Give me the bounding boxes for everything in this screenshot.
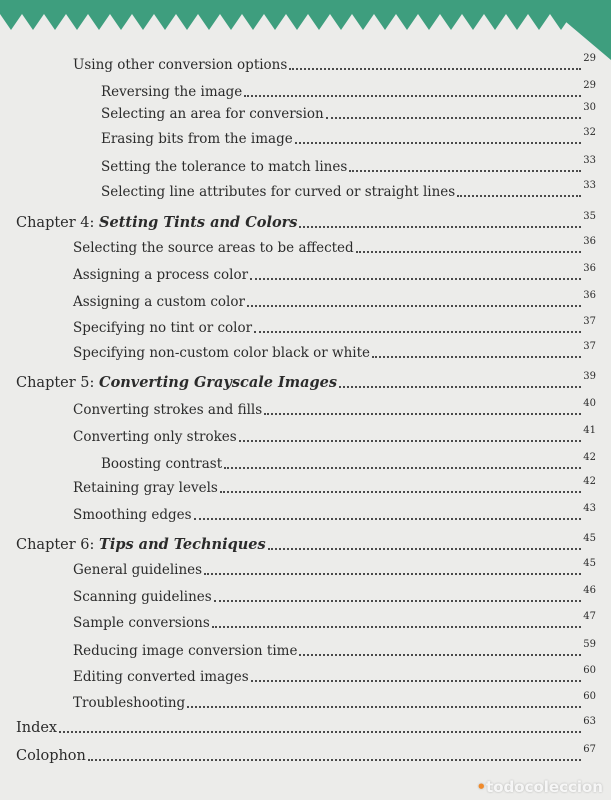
toc-section-entry — [73, 585, 596, 605]
page-number: 29 — [583, 53, 596, 64]
dot-leader — [214, 599, 582, 602]
toc-entry-label — [73, 240, 354, 256]
entry-title: Specifying no tint or color — [73, 320, 253, 336]
toc-section-entry — [101, 452, 596, 472]
watermark — [476, 778, 603, 796]
dot-leader — [457, 194, 581, 197]
page-number: 32 — [583, 127, 596, 138]
toc-entry-label — [73, 294, 245, 310]
toc-section-entry — [73, 263, 596, 283]
toc-section-entry — [73, 476, 596, 496]
toc-entry-label — [16, 720, 57, 736]
page-number: 60 — [583, 665, 596, 676]
page-number: 67 — [583, 744, 596, 755]
chapter-title: Setting Tints and Colors — [99, 214, 298, 231]
dot-leader — [372, 355, 581, 358]
entry-title: Troubleshooting — [73, 695, 186, 711]
toc-section-entry — [73, 558, 596, 578]
page-number: 47 — [583, 611, 596, 622]
dot-leader — [289, 67, 581, 70]
entry-title: Sample conversions — [73, 615, 210, 631]
entry-title: Erasing bits from the image — [101, 131, 293, 147]
entry-title: Selecting an area for conversion — [101, 106, 324, 122]
chapter-number: Chapter 4: — [16, 215, 100, 231]
page-number: 37 — [583, 316, 596, 327]
toc-entry-label — [73, 480, 218, 496]
toc-entry-label — [73, 267, 248, 283]
entry-title: Scanning guidelines — [73, 589, 212, 605]
dot-leader — [187, 705, 581, 708]
page-number: 39 — [583, 371, 596, 382]
dot-leader — [268, 547, 582, 550]
toc-section-entry — [73, 691, 596, 711]
chapter-number: Chapter 6: — [16, 537, 100, 553]
entry-title: Assigning a process color — [73, 267, 249, 283]
toc-entry-label — [73, 589, 212, 605]
page-number: 37 — [583, 341, 596, 352]
toc-entry-label — [73, 429, 237, 445]
page-number: 29 — [583, 80, 596, 91]
toc-chapter-entry — [16, 371, 596, 391]
toc-entry-label — [73, 643, 297, 659]
toc-chapter-entry — [16, 716, 596, 736]
dot-leader — [247, 304, 581, 307]
toc-section-entry — [73, 316, 596, 336]
dot-leader — [194, 517, 582, 520]
entry-title: Index — [16, 720, 58, 736]
dot-leader — [224, 466, 581, 469]
page-number: 43 — [583, 503, 596, 514]
entry-title: Setting the tolerance to match lines — [101, 159, 348, 175]
watermark-dot-icon: • — [476, 778, 487, 796]
entry-title: Smoothing edges — [73, 507, 192, 523]
page-number: 46 — [583, 585, 596, 596]
dot-leader — [349, 169, 581, 172]
dot-leader — [220, 490, 581, 493]
toc-section-entry — [101, 80, 596, 100]
entry-title: Using other conversion options — [73, 57, 288, 73]
page-number: 63 — [583, 716, 596, 727]
dot-leader — [204, 572, 581, 575]
page-number: 45 — [583, 558, 596, 569]
dot-leader — [239, 439, 582, 442]
toc-entry-label — [73, 402, 262, 418]
chapter-number: Chapter 5: — [16, 375, 100, 391]
toc-entry-label — [73, 320, 252, 336]
entry-title: General guidelines — [73, 562, 203, 578]
toc-entry-label — [16, 214, 297, 231]
toc-chapter-entry — [16, 533, 596, 553]
entry-title: Reducing image conversion time — [73, 643, 298, 659]
entry-title: Editing converted images — [73, 669, 249, 685]
dot-leader — [299, 225, 581, 228]
page-number: 45 — [583, 533, 596, 544]
dot-leader — [299, 653, 581, 656]
dot-leader — [339, 385, 581, 388]
entry-title: Converting strokes and fills — [73, 402, 263, 418]
toc-entry-label — [16, 536, 266, 553]
toc-section-entry — [101, 180, 596, 200]
page-number: 41 — [583, 425, 596, 436]
entry-title: Boosting contrast — [101, 456, 223, 472]
watermark-text: todocoleccion — [486, 778, 603, 796]
toc-chapter-entry — [16, 744, 596, 764]
entry-title: Reversing the image — [101, 84, 243, 100]
toc-section-entry — [101, 102, 596, 122]
toc-entry-label — [73, 695, 185, 711]
page-number: 60 — [583, 691, 596, 702]
dot-leader — [88, 758, 581, 761]
toc-section-entry — [73, 611, 596, 631]
toc-entry-label — [73, 615, 210, 631]
toc-section-entry — [73, 639, 596, 659]
toc-section-entry — [101, 155, 596, 175]
toc-entry-label — [73, 562, 202, 578]
entry-title: Selecting line attributes for curved or straight lines — [101, 184, 456, 200]
toc-section-entry — [73, 236, 596, 256]
dot-leader — [244, 94, 581, 97]
entry-title: Assigning a custom color — [73, 294, 245, 310]
toc-section-entry — [73, 425, 596, 445]
chapter-title: Tips and Techniques — [99, 536, 266, 553]
toc-section-entry — [73, 398, 596, 418]
page-number: 30 — [583, 102, 596, 113]
dot-leader — [59, 730, 581, 733]
toc-section-entry — [73, 503, 596, 523]
toc-entry-label — [101, 84, 242, 100]
page-number: 36 — [583, 236, 596, 247]
toc-chapter-entry — [16, 211, 596, 231]
entry-title: Colophon — [16, 748, 86, 764]
chapter-title: Converting Grayscale Images — [99, 374, 338, 391]
dot-leader — [254, 330, 581, 333]
dot-leader — [356, 250, 582, 253]
toc-entry-label — [101, 184, 455, 200]
dot-leader — [295, 141, 582, 144]
toc-section-entry — [73, 53, 596, 73]
toc-entry-label — [101, 159, 347, 175]
page-number: 42 — [583, 476, 596, 487]
page-number: 59 — [583, 639, 596, 650]
toc-entry-label — [101, 456, 222, 472]
toc-entry-label — [101, 106, 324, 122]
toc-entry-label — [101, 131, 293, 147]
page-number: 33 — [583, 180, 596, 191]
entry-title: Converting only strokes — [73, 429, 237, 445]
toc-entry-label — [73, 345, 370, 361]
page-number: 40 — [583, 398, 596, 409]
page-number: 42 — [583, 452, 596, 463]
page-number: 36 — [583, 290, 596, 301]
page-number: 35 — [583, 211, 596, 222]
entry-title: Retaining gray levels — [73, 480, 218, 496]
dot-leader — [212, 625, 581, 628]
entry-title: Selecting the source areas to be affected — [73, 240, 354, 256]
dot-leader — [250, 277, 581, 280]
toc-entry-label — [16, 374, 337, 391]
toc-section-entry — [73, 341, 596, 361]
toc-section-entry — [101, 127, 596, 147]
toc-entry-label — [16, 748, 86, 764]
dot-leader — [264, 412, 581, 415]
toc-section-entry — [73, 665, 596, 685]
toc-entry-label — [73, 57, 287, 73]
dot-leader — [326, 116, 582, 119]
toc-entry-label — [73, 669, 249, 685]
toc-entry-label — [73, 507, 192, 523]
page-number: 33 — [583, 155, 596, 166]
entry-title: Specifying non-custom color black or white — [73, 345, 371, 361]
toc-section-entry — [73, 290, 596, 310]
dot-leader — [251, 679, 582, 682]
page-number: 36 — [583, 263, 596, 274]
